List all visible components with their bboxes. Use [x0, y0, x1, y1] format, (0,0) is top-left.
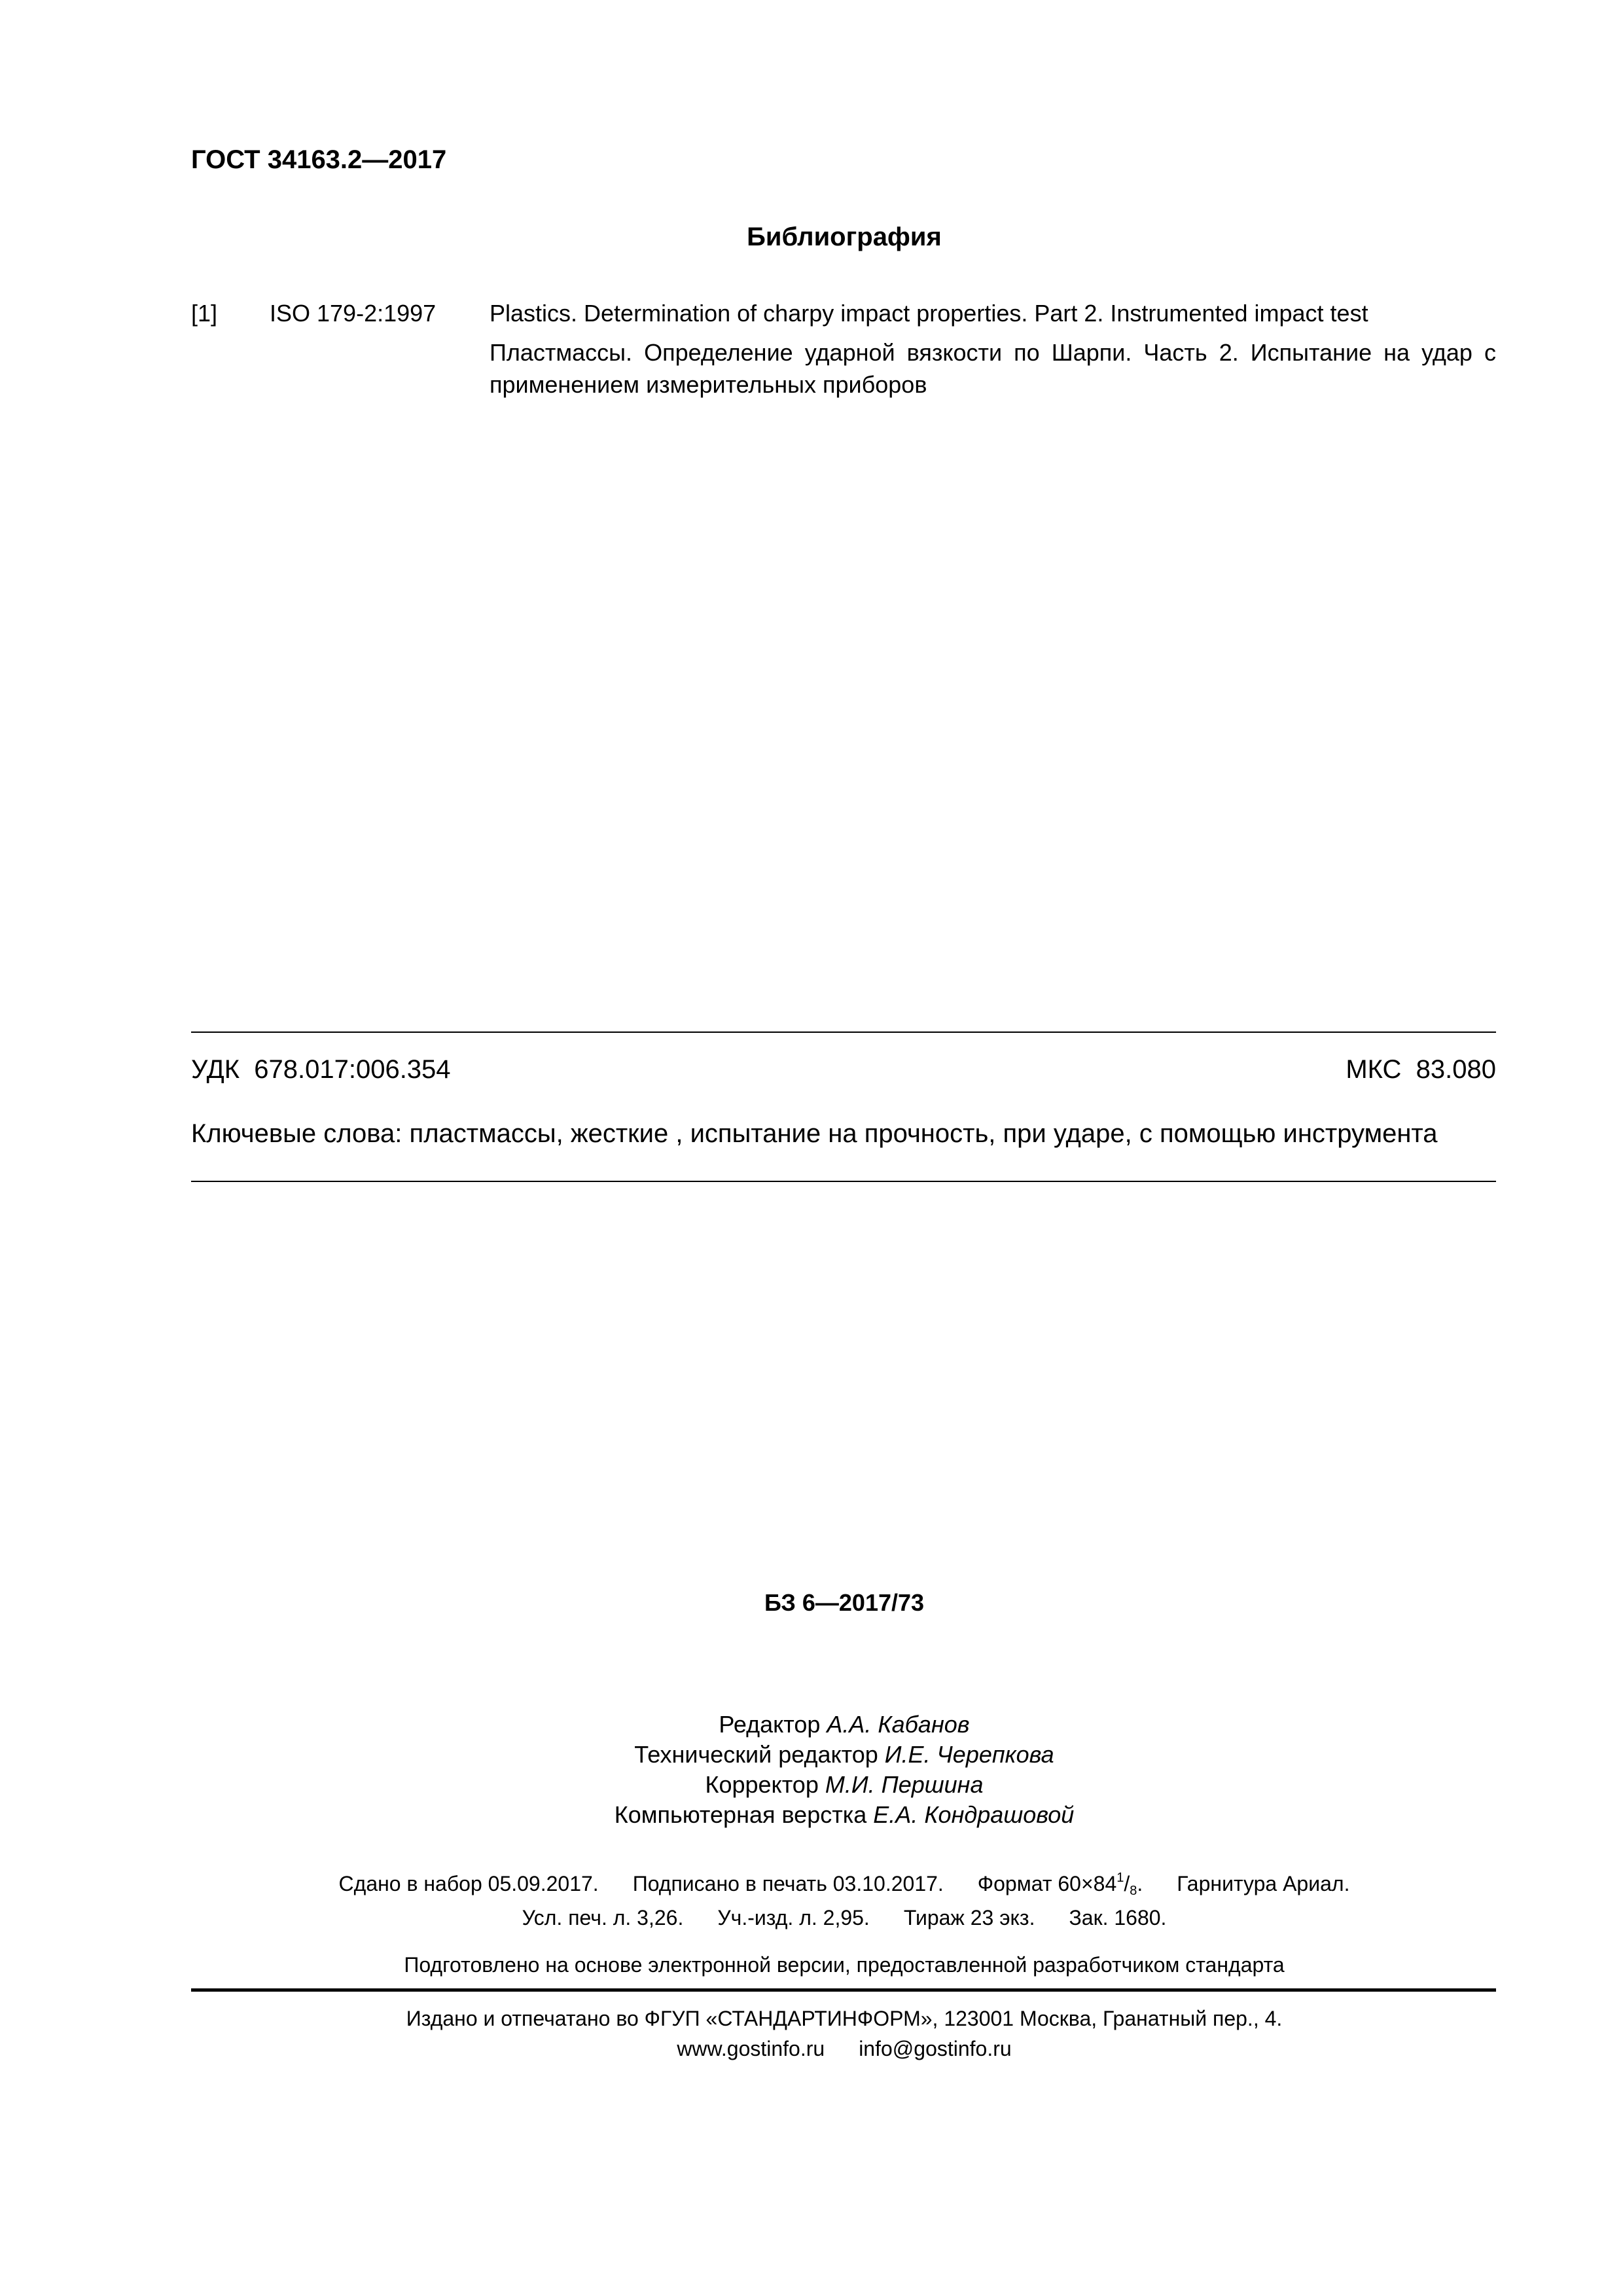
order-number: Зак. 1680. [1069, 1906, 1167, 1929]
mks-code [1346, 1055, 1496, 1085]
credit-editor [0, 1711, 1623, 1738]
credit-role: Компьютерная верстка [614, 1801, 867, 1828]
prepared-note: Подготовлено на основе электронной версии, предоставленной разработчиком стандарта [404, 1953, 1285, 1977]
mks-label: МКС [1346, 1055, 1402, 1084]
udk-code [191, 1055, 451, 1085]
credit-person: И.Е. Черепкова [884, 1741, 1054, 1768]
mks-value: 83.080 [1416, 1055, 1496, 1084]
reference-title-ru: Пластмассы. Определение ударной вязкости по Шарпи. Часть 2. Испытание на удар с применением измерительных приборов [490, 339, 1496, 398]
credit-proofreader [0, 1771, 1623, 1799]
paper-format: Формат $60\times 84^1/_8$. [977, 1871, 1143, 1898]
bibliography-title: Библиография [747, 223, 942, 251]
credit-layout [0, 1801, 1623, 1829]
circulation: Тираж 23 экз. [903, 1906, 1035, 1929]
credit-person: А.А. Кабанов [827, 1711, 970, 1738]
email-link[interactable]: info@gostinfo.ru [859, 2037, 1012, 2060]
reference-code: ISO 179-2:1997 [270, 300, 437, 327]
credit-person: Е.А. Кондрашовой [873, 1801, 1075, 1828]
bottom-divider [191, 1181, 1496, 1182]
print-sheets: Усл. печ. л. 3,26. [522, 1906, 684, 1929]
edit-sheets: Уч.-изд. л. 2,95. [717, 1906, 870, 1929]
imprint-line-1 [0, 1872, 1623, 1896]
credit-role: Технический редактор [634, 1741, 878, 1768]
bz-number: БЗ 6—2017/73 [764, 1589, 925, 1616]
signed-date: Подписано в печать 03.10.2017. [632, 1872, 944, 1895]
reference-title-en: Plastics. Determination of charpy impact properties. Part 2. Instrumented impact test [490, 300, 1368, 327]
typeface: Гарнитура Ариал. [1177, 1872, 1350, 1895]
credit-role: Корректор [705, 1771, 819, 1798]
credit-person: М.И. Першина [825, 1771, 984, 1798]
keywords [191, 1119, 1438, 1149]
publisher-info: Издано и отпечатано во ФГУП «СТАНДАРТИНФОРМ», 123001 Москва, Гранатный пер., 4. [406, 2007, 1283, 2030]
udk-value: 678.017:006.354 [254, 1055, 451, 1084]
credit-role: Редактор [719, 1711, 821, 1738]
keywords-label: Ключевые слова: [191, 1119, 402, 1148]
standard-number: ГОСТ 34163.2—2017 [191, 145, 447, 174]
keywords-value: пластмассы, жесткие , испытание на прочность, при ударе, с помощью инструмента [409, 1119, 1438, 1148]
footer-divider [191, 1988, 1496, 1992]
imprint-line-2 [0, 1906, 1623, 1930]
top-divider [191, 1031, 1496, 1033]
udk-label: УДК [191, 1055, 240, 1084]
reference-number: [1] [191, 300, 218, 327]
credit-tech-editor [0, 1741, 1623, 1768]
contact-line [0, 2037, 1623, 2061]
website-link[interactable]: www.gostinfo.ru [677, 2037, 825, 2060]
submitted-date: Сдано в набор 05.09.2017. [338, 1872, 599, 1895]
